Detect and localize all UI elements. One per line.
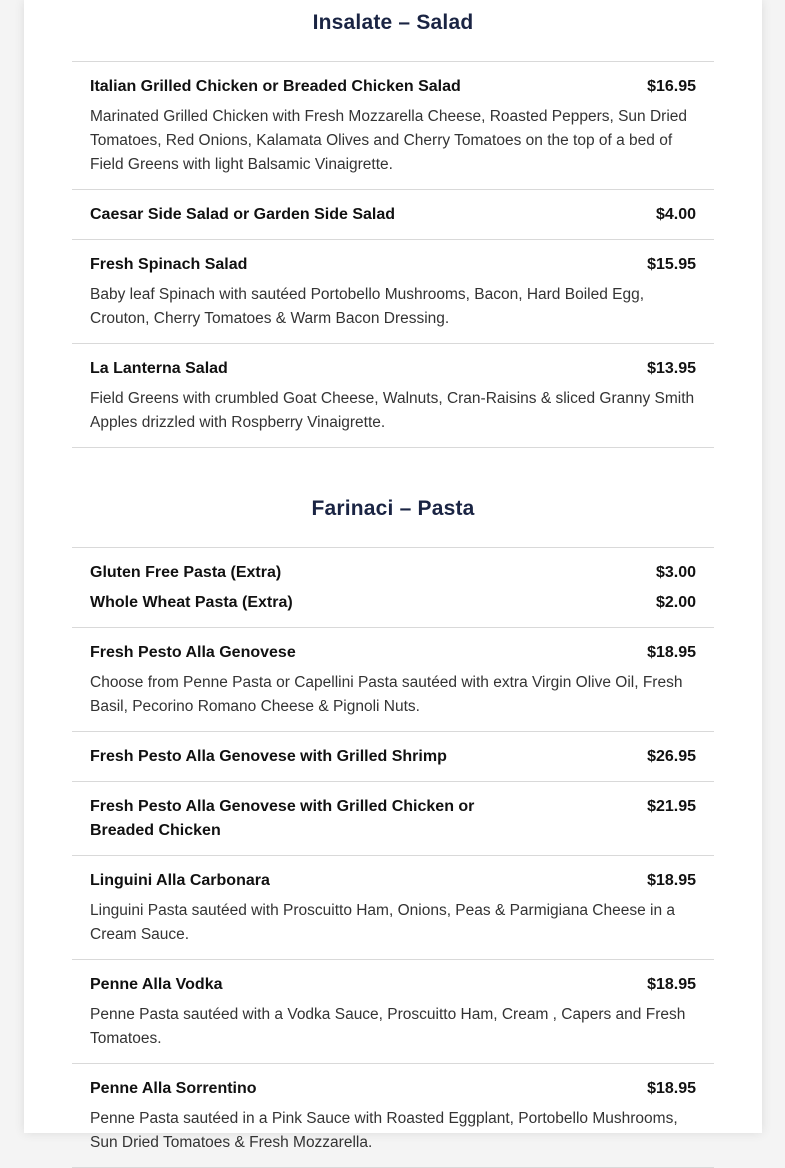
menu-item xyxy=(72,1064,714,1168)
salad-items xyxy=(72,61,714,448)
item-price: $16.95 xyxy=(647,78,696,95)
item-name: Penne Alla Vodka xyxy=(90,976,223,993)
section-title-pasta: Farinaci – Pasta xyxy=(311,497,475,520)
item-price: $4.00 xyxy=(655,206,696,223)
item-name: Fresh Pesto Alla Genovese xyxy=(90,644,296,661)
menu-item xyxy=(72,240,714,344)
item-description: Linguini Pasta sautéed with Proscuitto Ham, Onions, Peas & Parmigiana Cheese in a Cream Sauce. xyxy=(90,902,676,943)
menu-item xyxy=(72,960,714,1064)
item-price: $2.00 xyxy=(655,594,696,611)
item-price: $13.95 xyxy=(647,360,696,377)
item-price: $15.95 xyxy=(647,256,696,273)
menu-item xyxy=(72,190,714,240)
item-name: Gluten Free Pasta (Extra) xyxy=(90,564,282,581)
section-title-salad: Insalate – Salad xyxy=(312,11,474,34)
item-name: Fresh Pesto Alla Genovese with Grilled Shrimp xyxy=(90,748,447,765)
item-price: $3.00 xyxy=(655,564,696,581)
item-price: $26.95 xyxy=(647,748,696,765)
item-name: Fresh Spinach Salad xyxy=(90,256,248,273)
menu-item xyxy=(72,628,714,732)
item-description: Penne Pasta sautéed in a Pink Sauce with Roasted Eggplant, Portobello Mushrooms, Sun Dried Tomatoes & Fresh Mozzarella. xyxy=(90,1110,678,1151)
menu-item xyxy=(72,782,714,856)
item-name: Fresh Pesto Alla Genovese with Grilled Chicken or Breaded Chicken xyxy=(90,798,475,839)
item-price: $21.95 xyxy=(647,798,696,815)
item-description: Field Greens with crumbled Goat Cheese, Walnuts, Cran-Raisins & sliced Granny Smith Apples drizzled with Rospberry Vinaigrette. xyxy=(90,390,695,431)
item-name: Caesar Side Salad or Garden Side Salad xyxy=(90,206,396,223)
menu-item xyxy=(72,344,714,448)
item-name: Linguini Alla Carbonara xyxy=(90,872,270,889)
item-description: Choose from Penne Pasta or Capellini Pasta sautéed with extra Virgin Olive Oil, Fresh Basil, Pecorino Romano Cheese & Pignoli Nuts. xyxy=(90,674,683,715)
item-name: Whole Wheat Pasta (Extra) xyxy=(90,594,293,611)
salad-section xyxy=(24,0,762,448)
menu-item-extras xyxy=(72,548,714,628)
menu-card xyxy=(24,0,762,1151)
pasta-section xyxy=(24,448,762,1168)
item-description: Baby leaf Spinach with sautéed Portobello Mushrooms, Bacon, Hard Boiled Egg, Crouton, Cherry Tomatoes & Warm Bacon Dressing. xyxy=(90,286,645,327)
pasta-items xyxy=(72,547,714,1168)
item-name: Penne Alla Sorrentino xyxy=(90,1080,257,1097)
item-name: Italian Grilled Chicken or Breaded Chicken Salad xyxy=(90,78,461,95)
menu-item xyxy=(72,62,714,190)
item-price: $18.95 xyxy=(647,976,696,993)
item-price: $18.95 xyxy=(647,1080,696,1097)
menu-item xyxy=(72,856,714,960)
item-name: La Lanterna Salad xyxy=(90,360,228,377)
item-description: Marinated Grilled Chicken with Fresh Mozzarella Cheese, Roasted Peppers, Sun Dried Tomatoes, Red Onions, Kalamata Olives and Cherry Tomatoes on the top of a bed of Field Greens with light Balsamic Vinaigrette. xyxy=(90,108,688,173)
item-price: $18.95 xyxy=(647,872,696,889)
menu-item xyxy=(72,732,714,782)
item-description: Penne Pasta sautéed with a Vodka Sauce, Proscuitto Ham, Cream , Capers and Fresh Tomatoes. xyxy=(90,1006,686,1047)
item-price: $18.95 xyxy=(647,644,696,661)
